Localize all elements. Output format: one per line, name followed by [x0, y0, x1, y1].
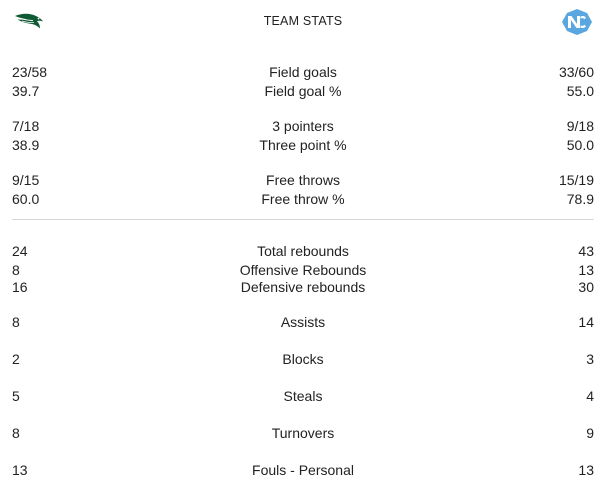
nc-logo-icon [561, 8, 593, 36]
label-assists: Assists [280, 314, 326, 330]
stat-row-defensive-rebounds [12, 278, 594, 296]
stat-row-assists [12, 313, 594, 331]
stat-row-total-rebounds [12, 242, 594, 260]
away-offensive-rebounds: 8 [12, 262, 20, 278]
label-field-goal-pct: Field goal % [264, 83, 342, 99]
away-defensive-rebounds: 16 [12, 279, 28, 295]
label-three-pointers: 3 pointers [272, 118, 334, 134]
home-free-throws: 15/19 [558, 172, 594, 188]
stat-row-fouls-personal [12, 461, 594, 479]
away-total-rebounds: 24 [12, 243, 28, 259]
section-divider [12, 219, 594, 220]
stats-header [0, 0, 606, 44]
home-defensive-rebounds: 30 [578, 279, 594, 295]
stat-row-free-throws [12, 171, 594, 189]
home-offensive-rebounds: 13 [578, 262, 594, 278]
away-assists: 8 [12, 314, 20, 330]
stat-row-three-point-pct [12, 136, 594, 154]
page-title: TEAM STATS [263, 14, 343, 28]
label-blocks: Blocks [282, 351, 324, 367]
label-free-throws: Free throws [266, 172, 340, 188]
stat-row-free-throw-pct [12, 190, 594, 208]
away-steals: 5 [12, 388, 20, 404]
label-total-rebounds: Total rebounds [257, 243, 349, 259]
away-blocks: 2 [12, 351, 20, 367]
home-blocks: 3 [586, 351, 594, 367]
home-total-rebounds: 43 [578, 243, 594, 259]
home-free-throw-pct: 78.9 [566, 191, 594, 207]
stat-row-three-pointers [12, 117, 594, 135]
stat-row-steals [12, 387, 594, 405]
label-steals: Steals [283, 388, 323, 404]
home-three-pointers: 9/18 [566, 118, 594, 134]
away-free-throws: 9/15 [12, 172, 40, 188]
home-turnovers: 9 [586, 425, 594, 441]
home-assists: 14 [578, 314, 594, 330]
stat-row-turnovers [12, 424, 594, 442]
away-three-point-pct: 38.9 [12, 137, 40, 153]
away-fouls-personal: 13 [12, 462, 28, 478]
label-field-goals: Field goals [269, 64, 337, 80]
label-turnovers: Turnovers [271, 425, 335, 441]
away-three-pointers: 7/18 [12, 118, 40, 134]
home-steals: 4 [586, 388, 594, 404]
away-free-throw-pct: 60.0 [12, 191, 40, 207]
label-three-point-pct: Three point % [259, 137, 347, 153]
label-defensive-rebounds: Defensive rebounds [240, 279, 366, 295]
label-fouls-personal: Fouls - Personal [252, 462, 354, 478]
label-offensive-rebounds: Offensive Rebounds [239, 262, 367, 278]
away-turnovers: 8 [12, 425, 20, 441]
home-three-point-pct: 50.0 [566, 137, 594, 153]
home-fouls-personal: 13 [578, 462, 594, 478]
stat-row-field-goal-pct [12, 82, 594, 100]
label-free-throw-pct: Free throw % [261, 191, 345, 207]
home-field-goal-pct: 55.0 [566, 83, 594, 99]
stat-row-offensive-rebounds [12, 261, 594, 279]
away-field-goals: 23/58 [12, 64, 48, 80]
home-field-goals: 33/60 [558, 64, 594, 80]
stat-row-blocks [12, 350, 594, 368]
stat-row-field-goals [12, 63, 594, 81]
away-field-goal-pct: 39.7 [12, 83, 40, 99]
